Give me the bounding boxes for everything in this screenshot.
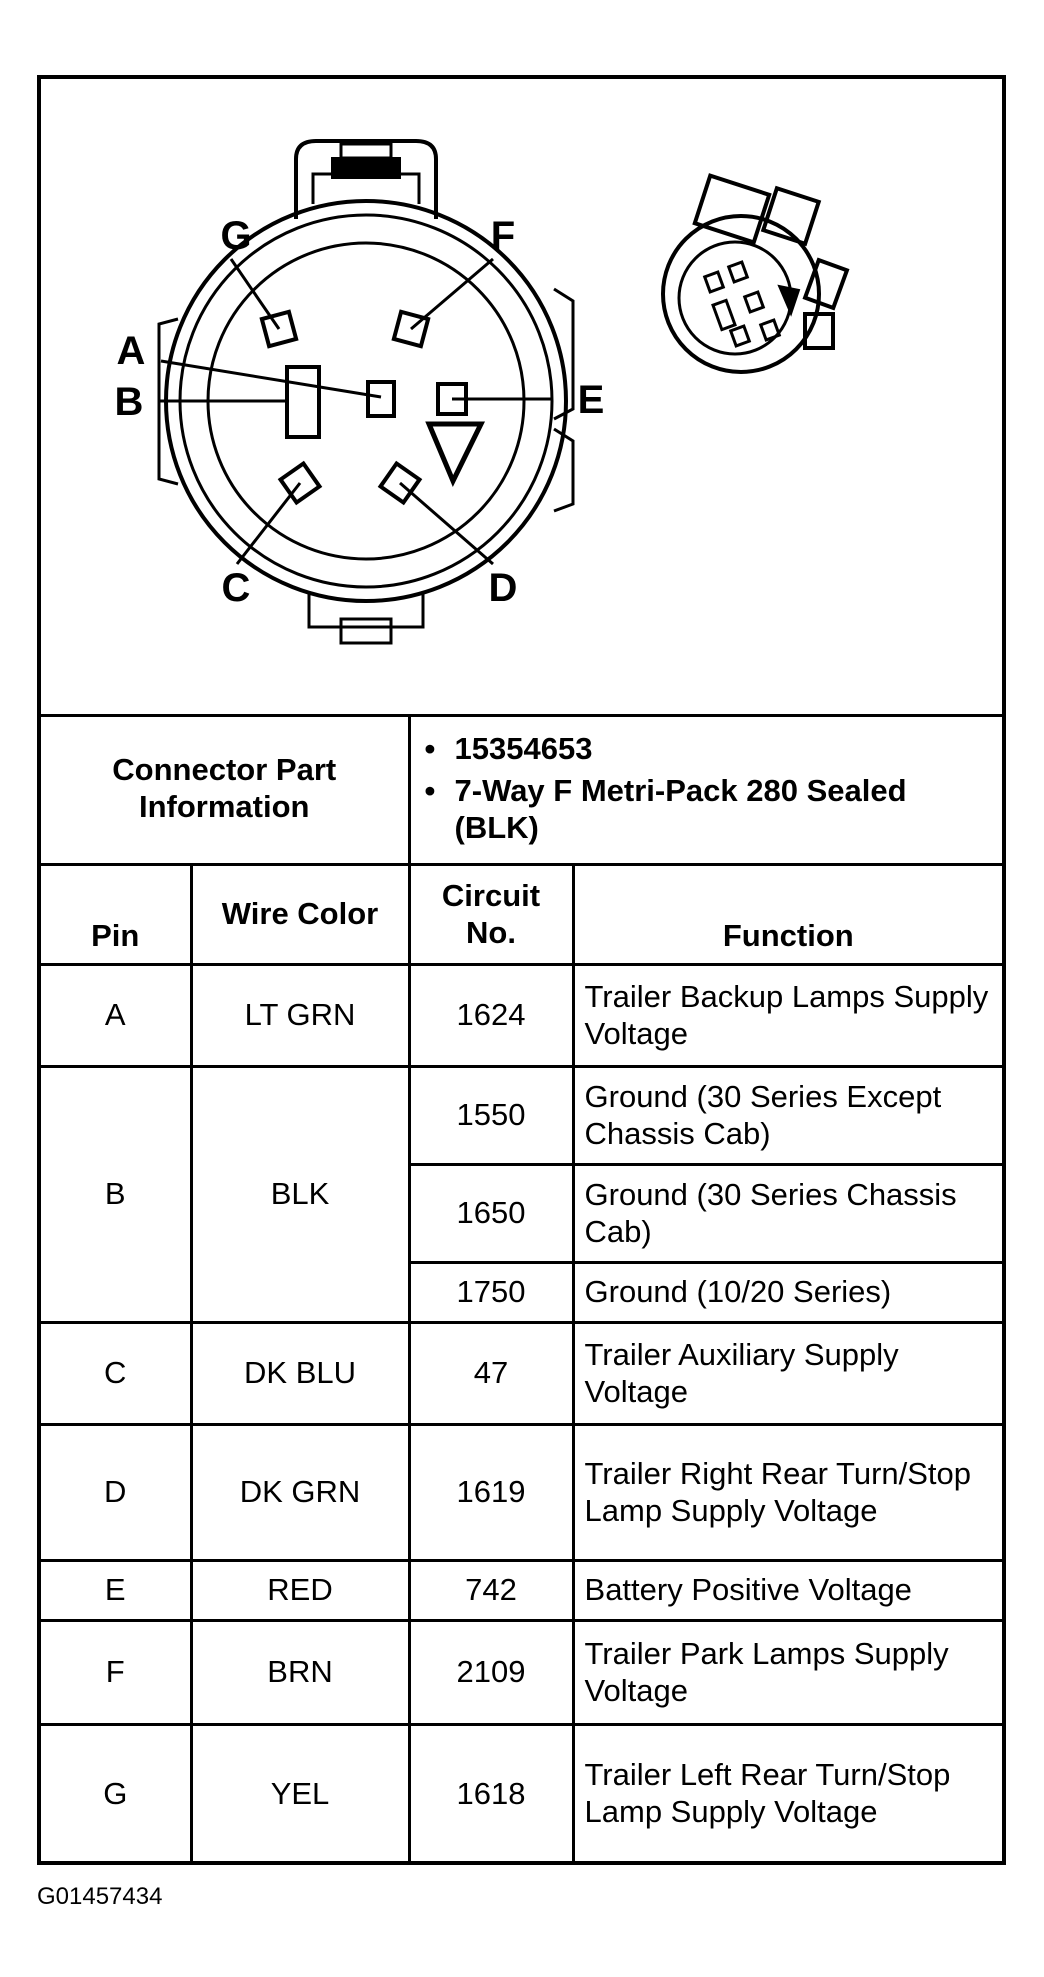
cavity-a [368,382,394,416]
table-row [41,1560,1002,1620]
function-cell: Trailer Right Rear Turn/Stop Lamp Supply Voltage [573,1424,1002,1560]
function-cell: Trailer Left Rear Turn/Stop Lamp Supply Voltage [573,1724,1002,1861]
pin-cell: G [41,1724,191,1861]
table-row [41,1620,1002,1724]
pin-cell: D [41,1424,191,1560]
wire-color-cell: BLK [191,1066,409,1322]
pin-cell: E [41,1560,191,1620]
circuit-cell: 1618 [409,1724,573,1861]
header-pin: Pin [41,864,191,964]
label-f: F [490,214,516,258]
label-b: B [114,380,144,424]
label-c: C [221,566,251,610]
table-row [41,1066,1002,1164]
function-cell: Ground (30 Series Chassis Cab) [573,1164,1002,1262]
header-wire-color: Wire Color [191,864,409,964]
table-row [41,1724,1002,1861]
function-cell: Ground (30 Series Except Chassis Cab) [573,1066,1002,1164]
figure-id: G01457434 [37,1883,163,1910]
connector-info-row [41,714,1002,864]
pin-cell: C [41,1322,191,1424]
function-cell: Trailer Park Lamps Supply Voltage [573,1620,1002,1724]
pin-cell: F [41,1620,191,1724]
label-a: A [116,329,146,373]
connector-sheet [37,75,1006,1865]
wire-color-cell: YEL [191,1724,409,1861]
function-cell: Ground (10/20 Series) [573,1262,1002,1322]
circuit-cell: 1619 [409,1424,573,1560]
function-cell: Trailer Backup Lamps Supply Voltage [573,964,1002,1066]
table-row [41,1322,1002,1424]
label-e: E [577,378,605,422]
connector-info-label: Connector Part Information [41,714,409,864]
function-cell: Battery Positive Voltage [573,1560,1002,1620]
header-circuit-no: Circuit No. [409,864,573,964]
circuit-cell: 1750 [409,1262,573,1322]
table-row [41,964,1002,1066]
pinout-table [41,714,1002,1861]
connector-diagram [41,79,1002,717]
connector-info-values [409,714,1002,864]
polarization-key [429,424,481,481]
wire-color-cell: BRN [191,1620,409,1724]
wire-color-cell: DK GRN [191,1424,409,1560]
circuit-cell: 742 [409,1560,573,1620]
connector-face-drawing [41,79,1002,714]
label-d: D [488,566,518,610]
wire-color-cell: DK BLU [191,1322,409,1424]
header-function: Function [573,864,1002,964]
table-row [41,1424,1002,1560]
pin-cell: B [41,1066,191,1322]
header-row [41,864,1002,964]
part-number: • 15354653 [421,730,993,767]
connector-3d-thumbnail [663,176,847,372]
circuit-cell: 2109 [409,1620,573,1724]
label-g: G [220,214,252,258]
part-description: • 7-Way F Metri-Pack 280 Sealed (BLK) [421,772,993,846]
function-cell: Trailer Auxiliary Supply Voltage [573,1322,1002,1424]
pin-cell: A [41,964,191,1066]
wire-color-cell: RED [191,1560,409,1620]
circuit-cell: 1650 [409,1164,573,1262]
wire-color-cell: LT GRN [191,964,409,1066]
circuit-cell: 47 [409,1322,573,1424]
circuit-cell: 1550 [409,1066,573,1164]
circuit-cell: 1624 [409,964,573,1066]
cavity-b [287,367,319,437]
